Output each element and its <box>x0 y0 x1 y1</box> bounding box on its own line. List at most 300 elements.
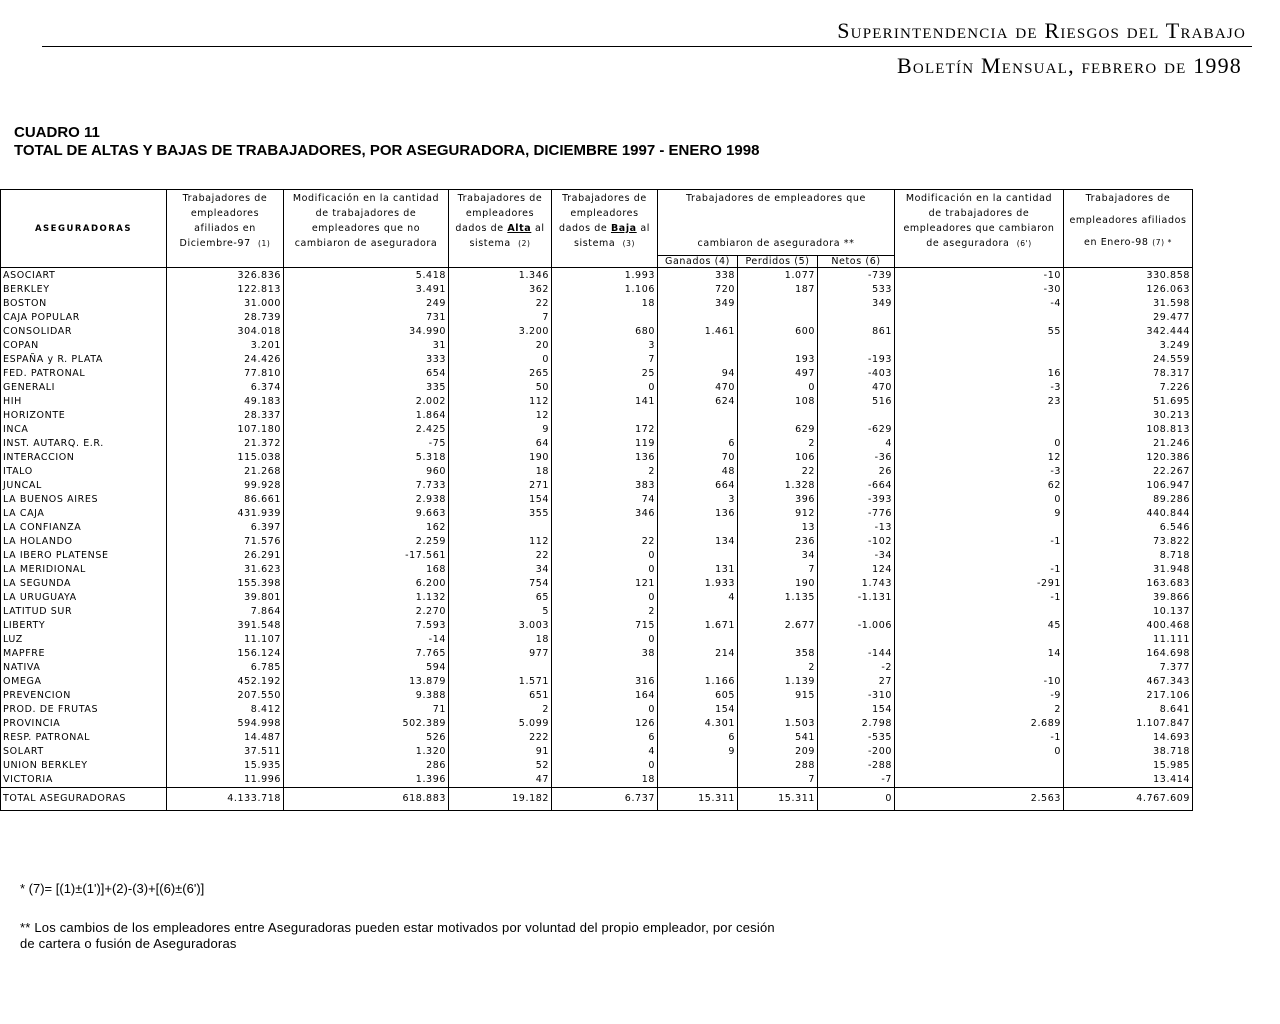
table-cell: 51.695 <box>1064 395 1193 409</box>
table-cell: -193 <box>818 353 895 367</box>
table-cell: 330.858 <box>1064 268 1193 284</box>
insurer-name: NATIVA <box>1 661 167 675</box>
table-cell: 1.135 <box>738 591 818 605</box>
table-cell: 605 <box>658 689 738 703</box>
table-cell: 3 <box>658 493 738 507</box>
table-cell: 0 <box>552 591 658 605</box>
table-cell: 38 <box>552 647 658 661</box>
table-row <box>1 521 1193 535</box>
table-cell: 38.718 <box>1064 745 1193 759</box>
table-cell: 172 <box>552 423 658 437</box>
table-cell: 249 <box>284 297 449 311</box>
insurers-table <box>0 189 1193 811</box>
table-cell <box>738 339 818 353</box>
total-cell: 4.133.718 <box>167 788 284 811</box>
table-cell: 2.798 <box>818 717 895 731</box>
table-cell: 7.733 <box>284 479 449 493</box>
table-cell: 7 <box>738 773 818 788</box>
table-cell <box>658 549 738 563</box>
table-cell: 2 <box>552 465 658 479</box>
table-cell: -14 <box>284 633 449 647</box>
table-cell: 6 <box>552 731 658 745</box>
table-cell: 271 <box>449 479 552 493</box>
table-cell <box>738 409 818 423</box>
insurer-name: FED. PATRONAL <box>1 367 167 381</box>
total-row <box>1 788 1193 811</box>
table-cell <box>449 661 552 675</box>
table-cell: 14.487 <box>167 731 284 745</box>
table-cell: 2.002 <box>284 395 449 409</box>
table-cell <box>658 353 738 367</box>
table-cell: 14 <box>895 647 1064 661</box>
table-cell: 362 <box>449 283 552 297</box>
table-cell: 0 <box>552 381 658 395</box>
table-row <box>1 268 1193 284</box>
table-row <box>1 773 1193 788</box>
table-cell: 286 <box>284 759 449 773</box>
table-cell: 1.461 <box>658 325 738 339</box>
table-cell: 3.491 <box>284 283 449 297</box>
table-cell: 22 <box>449 549 552 563</box>
table-cell: -403 <box>818 367 895 381</box>
table-cell <box>552 521 658 535</box>
table-cell: 64 <box>449 437 552 451</box>
table-cell: -1.131 <box>818 591 895 605</box>
table-cell: 0 <box>895 437 1064 451</box>
table-cell: 600 <box>738 325 818 339</box>
table-cell: 7 <box>449 311 552 325</box>
table-row <box>1 661 1193 675</box>
table-cell: 8.641 <box>1064 703 1193 717</box>
table-cell: 121 <box>552 577 658 591</box>
table-cell <box>738 605 818 619</box>
table-cell: 594 <box>284 661 449 675</box>
table-cell: -1 <box>895 591 1064 605</box>
table-cell: 4 <box>552 745 658 759</box>
table-cell: 720 <box>658 283 738 297</box>
table-cell: 7.226 <box>1064 381 1193 395</box>
subheader-ganados: Ganados (4) <box>658 256 738 268</box>
table-cell: 50 <box>449 381 552 395</box>
table-cell: 0 <box>449 353 552 367</box>
table-cell: 31.948 <box>1064 563 1193 577</box>
table-cell <box>658 311 738 325</box>
table-cell: -200 <box>818 745 895 759</box>
table-cell: 22 <box>738 465 818 479</box>
table-cell: 1.671 <box>658 619 738 633</box>
insurer-name: SOLART <box>1 745 167 759</box>
table-cell: 21.372 <box>167 437 284 451</box>
table-cell: 7.593 <box>284 619 449 633</box>
table-cell: 7.864 <box>167 605 284 619</box>
table-cell: 52 <box>449 759 552 773</box>
header-col1: Trabajadores de empleadores afiliados en Diciembre-97 (1) <box>167 190 284 268</box>
table-cell: 155.398 <box>167 577 284 591</box>
table-cell: -30 <box>895 283 1064 297</box>
table-cell: 207.550 <box>167 689 284 703</box>
header-col5-cambios: Trabajadores de empleadores que cambiaron de aseguradora ** <box>658 190 895 256</box>
table-cell: 29.477 <box>1064 311 1193 325</box>
table-cell: -7 <box>818 773 895 788</box>
table-cell <box>895 661 1064 675</box>
table-cell <box>738 703 818 717</box>
insurer-name: LA IBERO PLATENSE <box>1 549 167 563</box>
table-cell: 0 <box>552 703 658 717</box>
table-cell: 7 <box>738 563 818 577</box>
table-cell: 163.683 <box>1064 577 1193 591</box>
table-row <box>1 451 1193 465</box>
table-cell: 333 <box>284 353 449 367</box>
table-cell: 0 <box>552 563 658 577</box>
table-cell <box>658 759 738 773</box>
insurer-name: ESPAÑA y R. PLATA <box>1 353 167 367</box>
table-cell: -2 <box>818 661 895 675</box>
insurer-name: LA CONFIANZA <box>1 521 167 535</box>
table-cell: 2 <box>449 703 552 717</box>
table-cell: 715 <box>552 619 658 633</box>
insurer-name: INCA <box>1 423 167 437</box>
table-cell: 25 <box>552 367 658 381</box>
table-cell: 15.985 <box>1064 759 1193 773</box>
table-cell: 31.623 <box>167 563 284 577</box>
table-cell: 31.000 <box>167 297 284 311</box>
table-cell <box>738 633 818 647</box>
table-cell: 89.286 <box>1064 493 1193 507</box>
table-cell <box>658 521 738 535</box>
table-cell: 1.993 <box>552 268 658 284</box>
table-cell <box>658 423 738 437</box>
table-cell: 2.259 <box>284 535 449 549</box>
table-cell: 28.337 <box>167 409 284 423</box>
table-row <box>1 339 1193 353</box>
header-col2: Modificación en la cantidad de trabajadores de empleadores que no cambiaron de aseguradora <box>284 190 449 268</box>
table-cell: 960 <box>284 465 449 479</box>
insurer-name: PROD. DE FRUTAS <box>1 703 167 717</box>
table-cell: 2.938 <box>284 493 449 507</box>
table-cell: 4.301 <box>658 717 738 731</box>
table-cell <box>658 661 738 675</box>
table-cell: 7.377 <box>1064 661 1193 675</box>
table-cell: -144 <box>818 647 895 661</box>
table-row <box>1 535 1193 549</box>
table-cell: 2 <box>738 661 818 675</box>
table-cell: -291 <box>895 577 1064 591</box>
table-cell: 141 <box>552 395 658 409</box>
table-cell: 338 <box>658 268 738 284</box>
table-cell <box>895 311 1064 325</box>
table-cell: 7 <box>552 353 658 367</box>
table-cell: 73.822 <box>1064 535 1193 549</box>
insurer-name: ITALO <box>1 465 167 479</box>
table-cell: 39.866 <box>1064 591 1193 605</box>
table-row <box>1 465 1193 479</box>
table-cell: -1 <box>895 535 1064 549</box>
table-cell: 1.328 <box>738 479 818 493</box>
header-col3-altas: Trabajadores de empleadores dados de Alta al sistema (2) <box>449 190 552 268</box>
header-col4-bajas: Trabajadores de empleadores dados de Baja al sistema (3) <box>552 190 658 268</box>
table-cell: 34.990 <box>284 325 449 339</box>
insurer-name: MAPFRE <box>1 647 167 661</box>
table-cell: 400.468 <box>1064 619 1193 633</box>
table-cell: 1.077 <box>738 268 818 284</box>
table-cell: 861 <box>818 325 895 339</box>
insurer-name: BOSTON <box>1 297 167 311</box>
table-cell: 209 <box>738 745 818 759</box>
table-cell: 440.844 <box>1064 507 1193 521</box>
table-cell: 6.200 <box>284 577 449 591</box>
table-cell: 21.246 <box>1064 437 1193 451</box>
table-cell: 22 <box>552 535 658 549</box>
table-cell: 680 <box>552 325 658 339</box>
table-cell: 222 <box>449 731 552 745</box>
table-cell: 6 <box>658 731 738 745</box>
table-cell: 594.998 <box>167 717 284 731</box>
table-cell: 0 <box>895 745 1064 759</box>
table-cell: 7.765 <box>284 647 449 661</box>
table-cell: 1.743 <box>818 577 895 591</box>
table-cell: 26 <box>818 465 895 479</box>
table-cell <box>818 633 895 647</box>
table-cell: 6.546 <box>1064 521 1193 535</box>
table-cell: 55 <box>895 325 1064 339</box>
table-cell: 71.576 <box>167 535 284 549</box>
table-row <box>1 759 1193 773</box>
table-cell <box>818 311 895 325</box>
table-cell <box>658 605 738 619</box>
table-cell: 316 <box>552 675 658 689</box>
table-cell: 119 <box>552 437 658 451</box>
table-cell: -17.561 <box>284 549 449 563</box>
table-cell: 11.107 <box>167 633 284 647</box>
table-row <box>1 283 1193 297</box>
table-cell: -1.006 <box>818 619 895 633</box>
table-cell: 2.689 <box>895 717 1064 731</box>
table-cell: 912 <box>738 507 818 521</box>
table-body <box>1 268 1193 788</box>
total-cell: 6.737 <box>552 788 658 811</box>
table-cell <box>895 423 1064 437</box>
table-row <box>1 493 1193 507</box>
table-cell: -34 <box>818 549 895 563</box>
table-cell <box>895 759 1064 773</box>
table-cell: 467.343 <box>1064 675 1193 689</box>
table-cell: 164.698 <box>1064 647 1193 661</box>
table-cell: 124 <box>818 563 895 577</box>
table-cell: 2 <box>738 437 818 451</box>
table-cell: 62 <box>895 479 1064 493</box>
table-cell: 22.267 <box>1064 465 1193 479</box>
table-cell: 31.598 <box>1064 297 1193 311</box>
table-cell: 358 <box>738 647 818 661</box>
table-cell: -102 <box>818 535 895 549</box>
table-cell: 2.677 <box>738 619 818 633</box>
table-cell: 391.548 <box>167 619 284 633</box>
table-cell: 6 <box>658 437 738 451</box>
table-cell: 335 <box>284 381 449 395</box>
table-cell: 91 <box>449 745 552 759</box>
table-cell <box>895 339 1064 353</box>
table-cell: 1.139 <box>738 675 818 689</box>
org-header: Superintendencia de Riesgos del Trabajo <box>837 18 1246 43</box>
table-cell: 22 <box>449 297 552 311</box>
table-cell: 8.412 <box>167 703 284 717</box>
table-cell: 134 <box>658 535 738 549</box>
table-row <box>1 703 1193 717</box>
table-cell: 1.166 <box>658 675 738 689</box>
table-row <box>1 675 1193 689</box>
table-cell: 731 <box>284 311 449 325</box>
insurer-name: LA CAJA <box>1 507 167 521</box>
table-cell: 349 <box>658 297 738 311</box>
table-cell: 0 <box>552 633 658 647</box>
header-col7: Trabajadores de empleadores afiliados en Enero-98 (7) * <box>1064 190 1193 268</box>
table-row <box>1 381 1193 395</box>
table-cell: 94 <box>658 367 738 381</box>
table-row <box>1 563 1193 577</box>
table-cell: 497 <box>738 367 818 381</box>
insurer-name: RESP. PATRONAL <box>1 731 167 745</box>
table-cell: -535 <box>818 731 895 745</box>
table-cell: 4 <box>818 437 895 451</box>
table-cell: 14.693 <box>1064 731 1193 745</box>
table-cell: 1.864 <box>284 409 449 423</box>
table-cell: 45 <box>895 619 1064 633</box>
table-cell: 4 <box>658 591 738 605</box>
table-cell: 2.425 <box>284 423 449 437</box>
table-cell: 13.879 <box>284 675 449 689</box>
insurer-name: PREVENCION <box>1 689 167 703</box>
insurer-name: LA BUENOS AIRES <box>1 493 167 507</box>
table-cell: 5.418 <box>284 268 449 284</box>
table-cell: 754 <box>449 577 552 591</box>
table-cell: 10.137 <box>1064 605 1193 619</box>
insurer-name: JUNCAL <box>1 479 167 493</box>
table-cell: 349 <box>818 297 895 311</box>
table-cell: 624 <box>658 395 738 409</box>
table-cell: 217.106 <box>1064 689 1193 703</box>
table-cell: 187 <box>738 283 818 297</box>
table-cell: 1.396 <box>284 773 449 788</box>
table-cell: 6.374 <box>167 381 284 395</box>
table-cell: 190 <box>449 451 552 465</box>
table-cell <box>895 549 1064 563</box>
table-cell: 70 <box>658 451 738 465</box>
table-cell <box>895 605 1064 619</box>
table-row <box>1 605 1193 619</box>
table-cell: 106 <box>738 451 818 465</box>
table-cell: -393 <box>818 493 895 507</box>
table-cell <box>658 409 738 423</box>
footnote: ** Los cambios de los empleadores entre Aseguradoras pueden estar motivados por voluntad del propio empleador, por cesión de cartera o fusión de Aseguradoras <box>20 920 775 951</box>
table-cell: 1.346 <box>449 268 552 284</box>
table-cell <box>658 633 738 647</box>
header-col6: Modificación en la cantidad de trabajadores de empleadores que cambiaron de aseguradora (6') <box>895 190 1064 268</box>
table-cell: 6.785 <box>167 661 284 675</box>
table-cell: 154 <box>449 493 552 507</box>
table-cell <box>738 297 818 311</box>
table-cell: 48 <box>658 465 738 479</box>
table-cell: 1.571 <box>449 675 552 689</box>
table-cell: 156.124 <box>167 647 284 661</box>
insurer-name: CONSOLIDAR <box>1 325 167 339</box>
insurer-name: OMEGA <box>1 675 167 689</box>
table-cell: 24.559 <box>1064 353 1193 367</box>
table-cell: -75 <box>284 437 449 451</box>
total-cell: 0 <box>818 788 895 811</box>
total-cell: 15.311 <box>658 788 738 811</box>
table-cell: -629 <box>818 423 895 437</box>
table-cell: 34 <box>449 563 552 577</box>
subheader-netos: Netos (6) <box>818 256 895 268</box>
table-cell: 304.018 <box>167 325 284 339</box>
table-cell: 39.801 <box>167 591 284 605</box>
table-cell: 20 <box>449 339 552 353</box>
table-cell: 126 <box>552 717 658 731</box>
table-row <box>1 647 1193 661</box>
total-cell: 618.883 <box>284 788 449 811</box>
table-cell: 11.111 <box>1064 633 1193 647</box>
table-cell <box>658 773 738 788</box>
subheader-perdidos: Perdidos (5) <box>738 256 818 268</box>
insurer-name: BERKLEY <box>1 283 167 297</box>
table-row <box>1 409 1193 423</box>
table-cell: 12 <box>449 409 552 423</box>
table-cell: 108 <box>738 395 818 409</box>
table-cell: 470 <box>658 381 738 395</box>
table-cell: 470 <box>818 381 895 395</box>
table-cell: 0 <box>895 493 1064 507</box>
total-cell: 4.767.609 <box>1064 788 1193 811</box>
insurer-name: INTERACCION <box>1 451 167 465</box>
insurer-name: ASOCIART <box>1 268 167 284</box>
table-cell: -1 <box>895 731 1064 745</box>
table-cell: 346 <box>552 507 658 521</box>
table-cell: 108.813 <box>1064 423 1193 437</box>
insurer-name: LA URUGUAYA <box>1 591 167 605</box>
table-cell <box>895 353 1064 367</box>
header-rule <box>42 46 1252 47</box>
table-cell: 28.739 <box>167 311 284 325</box>
table-cell: 651 <box>449 689 552 703</box>
table-row <box>1 689 1193 703</box>
table-cell: 47 <box>449 773 552 788</box>
table-cell <box>895 633 1064 647</box>
table-cell: 15.935 <box>167 759 284 773</box>
table-cell: 654 <box>284 367 449 381</box>
table-cell: 1.503 <box>738 717 818 731</box>
table-cell: 2 <box>552 605 658 619</box>
table-cell: 190 <box>738 577 818 591</box>
table-cell: 3 <box>552 339 658 353</box>
insurer-name: LA SEGUNDA <box>1 577 167 591</box>
table-row <box>1 437 1193 451</box>
table-cell <box>449 521 552 535</box>
table-cell: 18 <box>552 297 658 311</box>
table-cell: 77.810 <box>167 367 284 381</box>
table-row <box>1 325 1193 339</box>
table-cell: 112 <box>449 535 552 549</box>
table-cell: 168 <box>284 563 449 577</box>
table-cell: 431.939 <box>167 507 284 521</box>
table-cell: 115.038 <box>167 451 284 465</box>
table-cell: 2 <box>895 703 1064 717</box>
table-cell: 26.291 <box>167 549 284 563</box>
insurer-name: VICTORIA <box>1 773 167 788</box>
table-cell: -664 <box>818 479 895 493</box>
table-cell: 9.663 <box>284 507 449 521</box>
table-cell: 5 <box>449 605 552 619</box>
table-cell: 214 <box>658 647 738 661</box>
